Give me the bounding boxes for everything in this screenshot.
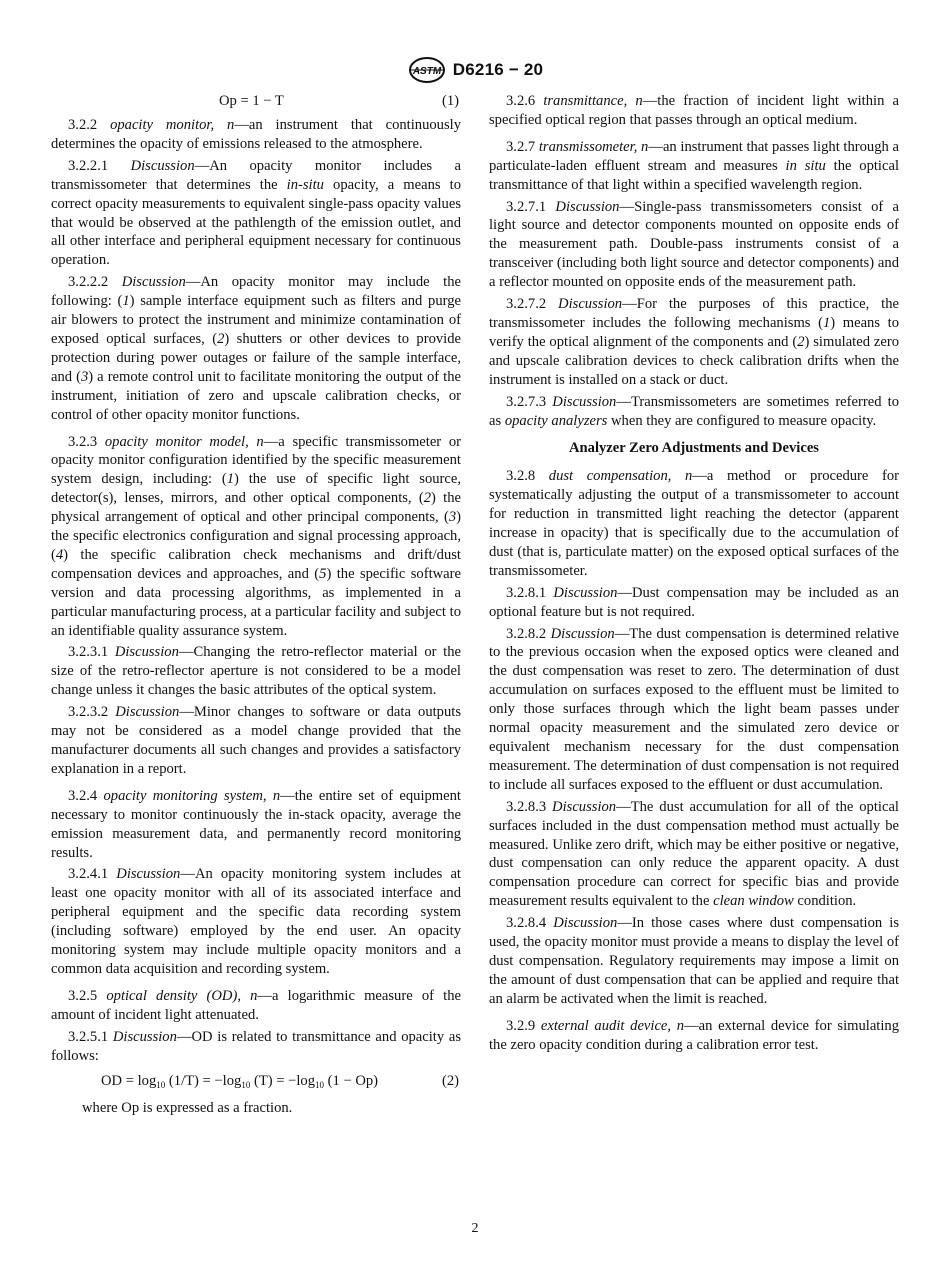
left-column [51, 92, 461, 1120]
section-heading: Analyzer Zero Adjustments and Devices [569, 440, 819, 457]
section-3-2-8-3: 3.2.8.3 Discussion—The dust accumulation for all of the optical surfaces included in the dust compensation method must actually be measured. Unlike zero drift, which may be either positive or negative, dust compensation can only reduce the apparent opacity. A dust compensation procedure can correct for specific bias and provide measurement results equivalent to the clean window condition. [489, 798, 899, 910]
equation-expression: Op = 1 − T [219, 93, 284, 109]
equation-note: where Op is expressed as a fraction. [82, 1099, 293, 1116]
section-3-2-2: 3.2.2 opacity monitor, n—an instrument that continuously determines the opacity of emissions released to the atmosphere. [51, 117, 461, 152]
equation-number: (2) [441, 1072, 459, 1089]
section-3-2-8-1: 3.2.8.1 Discussion—Dust compensation may be included as an optional feature but is not required. [489, 584, 899, 620]
section-3-2-4-1: 3.2.4.1 Discussion—An opacity monitoring system includes at least one opacity monitor with all of its associated interface and peripheral equipment and the specific data recording system (including software) employed by the end user. An opacity monitoring system may include multiple opacity monitors and a common data acquisition and recording system. [51, 866, 461, 977]
right-column [489, 92, 899, 1058]
equation-1 [51, 92, 461, 111]
section-3-2-7: 3.2.7 transmissometer, n—an instrument that passes light through a particulate-laden effluent stream and measures in situ the optical transmittance of that light within a specified wavelength region. [489, 138, 899, 193]
section-3-2-8-4: 3.2.8.4 Discussion—In those cases where dust compensation is used, the opacity monitor must provide a means to display the level of dust compensation. Regulatory requirements may impose a limit on the amount of dust compensation that can be applied and require that an alarm be activated when the limit is reached. [489, 915, 899, 1007]
equation-2 [51, 1072, 461, 1091]
section-3-2-3: 3.2.3 opacity monitor model, n—a specific transmissometer or opacity monitor configuration identified by the specific measurement system design, including: (1) the use of specific light source, detector(s), lenses, mirrors, and other optical components, (2) the physical arrangement of optical and other principal components, (3) the specific electronics configuration and signal processing approach, (4) the specific calibration check mechanisms and drift/dust compensation devices and approaches, and (5) the specific software version and data processing algorithms, as implemented in a particular manufacturing process, at a particular facility and subject to an identifiable quality assurance system. [51, 433, 461, 639]
section-3-2-9: 3.2.9 external audit device, n—an external device for simulating the zero opacity condition during a calibration error test. [489, 1017, 900, 1053]
page-number: 2 [471, 1221, 479, 1236]
section-3-2-8: 3.2.8 dust compensation, n—a method or procedure for systematically adjusting the output of a transmissometer to account for reduction in transmitted light reaching the detector (apparent increase in opacity) that is specifically due to the accumulation of dust (that is, particulate matter) on the exposed optical surfaces of the transmissometer. [489, 468, 899, 579]
equation-expression: OD = $\log_{10} (1/T) = -\log_{10}$ $(T) = -\log_{10}$ (1 − Op) [101, 1072, 379, 1090]
page-header [0, 55, 950, 85]
section-3-2-7-2: 3.2.7.2 Discussion—For the purposes of this practice, the transmissometer includes the following mechanisms (1) means to verify the optical alignment of the components and (2) simulated zero and upscale calibration devices to check calibration drifts when the instrument is installed on a stack or duct. [489, 296, 899, 388]
section-3-2-4: 3.2.4 opacity monitoring system, n—the entire set of equipment necessary to monitor continuously the in-stack opacity, average the emission measurement data, and permanently record monitoring results. [51, 787, 461, 861]
section-3-2-5: 3.2.5 optical density (OD), n—a logarithmic measure of the amount of incident light attenuated. [51, 987, 461, 1023]
astm-logo-icon [407, 56, 447, 84]
section-3-2-3-1: 3.2.3.1 Discussion—Changing the retro-reflector material or the size of the retro-reflector aperture is not considered to be a model change unless it changes the basic attributes of the optical system. [51, 644, 461, 699]
section-3-2-7-3: 3.2.7.3 Discussion—Transmissometers are sometimes referred to as opacity analyzers when they are configured to measure opacity. [489, 393, 899, 429]
document-id: D6216 − 20 [452, 60, 544, 79]
equation-number: (1) [441, 93, 459, 109]
svg-text:ASTM: ASTM [412, 66, 441, 77]
section-3-2-7-1: 3.2.7.1 Discussion—Single-pass transmissometers consist of a light source and detector components mounted on opposite ends of the measurement path. Double-pass instruments consist of a transceiver (including both light source and detector components) and a reflector mounted on opposite ends of the measurement path. [489, 198, 899, 291]
section-3-2-2-2: 3.2.2.2 Discussion—An opacity monitor may include the following: (1) sample interface equipment such as filters and purge air blowers to protect the instrument and minimize contamination of exposed optical surfaces, (2) shutters or other devices to provide protection during power outages or failure of the sample interface, and (3) a remote control unit to facilitate monitoring the output of the instrument, initiation of zero and upscale calibration checks, or control of other opacity monitor functions. [51, 274, 462, 423]
section-3-2-2-1: 3.2.2.1 Discussion—An opacity monitor includes a transmissometer that determines the in-situ opacity, a means to correct opacity measurements to equivalent single-pass opacity values that would be observed at the pathlength of the emission outlet, and all other interface and peripheral equipment necessary for continuous operation. [51, 157, 461, 269]
section-3-2-3-2: 3.2.3.2 Discussion—Minor changes to software or data outputs may not be considered as a model change provided that the manufacturer documents all such changes and provides a satisfactory explanation in a report. [51, 704, 461, 777]
section-3-2-5-1: 3.2.5.1 Discussion—OD is related to transmittance and opacity as follows: [51, 1028, 461, 1064]
section-3-2-8-2: 3.2.8.2 Discussion—The dust compensation is determined relative to the previous occasion when the exposed optics were cleaned and the dust compensation was reset to zero. The determination of dust accumulation on surfaces exposed to the effluent must be limited to only those surfaces through which the light beam passes under normal opacity measurement and the simulated zero device or equivalent mechanism necessary for the dust compensation measurement. The determination of dust compensation is not required to include all surfaces exposed to the effluent or dust accumulation. [489, 625, 899, 793]
section-3-2-6: 3.2.6 transmittance, n—the fraction of incident light within a specified optical region that passes through an optical medium. [489, 93, 899, 128]
